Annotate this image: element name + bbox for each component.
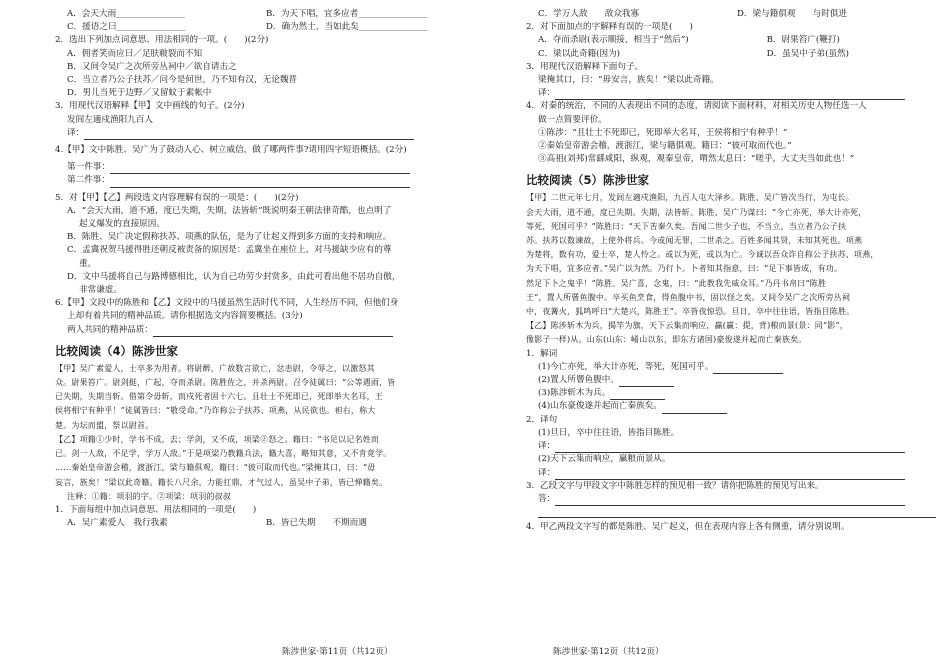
q2-option-d: D．男儿当死于边野／又留蚊于素帐中 [67,88,212,99]
s4-q2-options-row2 [526,48,936,61]
passage-line: 为楚将，数有功，爱士卒，楚人怜之。或以为死，或以为亡。今诚以吾众诈自称公子扶苏、项燕， [526,250,879,260]
s4-question-1: 1．下面每组中加点词意思、用法相同的一项是( ) [55,504,257,515]
translate-label: 译： [538,441,556,452]
answer-blank[interactable] [153,326,393,337]
q1-options-row2 [55,21,465,34]
answer-blank[interactable] [555,495,905,506]
left-column [55,8,465,530]
s4-question-2: 2．对下面加点的字解释有误的一项是( ) [526,22,693,33]
q2-option-c: C．当立者乃公子扶苏／问今是何世，乃不知有汉，无论魏晋 [67,75,298,86]
s5-question-3: 3．乙段文字与甲段文字中陈胜怎样的预见相一致？请你把陈胜的预见写出来。 [526,480,824,491]
answer-label: 答： [538,493,556,504]
q4-first-line[interactable] [55,161,465,174]
passage-line: 然足下卜之鬼乎！”陈胜、吴广喜，念鬼，曰：“此教我先威众耳。”乃丹书帛曰“陈胜 [526,278,827,288]
s4-q3-answer-line[interactable] [526,87,936,100]
passage-line: 已失期，失期当斩。借第令毋斩，而戍死者固十六七。且壮士不死即已，死即举大名耳，王 [55,392,383,402]
s4-q3-sentence: 梁掩其口，曰：“毋安言，族矣！”梁以此奇籍。 [538,75,719,86]
quote-item: ①陈涉：“且壮士不死即已，死即举大名耳，王侯将相宁有种乎！” [538,127,788,138]
section-4-title: 比较阅读（4）陈涉世家 [55,343,179,358]
answer-blank[interactable] [555,89,905,100]
option-d: D．虽吴中子弟(虽然) [766,48,849,59]
question-4: 4.【甲】文中陈胜、吴广为了鼓动人心、树立威信，做了哪两件事?请用四字短语概括。(2分) [55,145,407,156]
passage-note: 注释：①籍：项羽的字。②项梁：项羽的叔叔 [67,491,231,501]
passage-line: ……秦始皇帝游会稽，渡浙江，梁与籍俱观，籍曰：“彼可取而代也。”梁掩其口，曰：“毋 [55,463,376,473]
passage-line: 【甲】吴广素爱人，士卒多为用者。将尉醉，广故数言欲亡，忿恚尉，令辱之，以激怒其 [55,363,375,373]
item-text: (1)今亡亦死，举大计亦死，等死，死国可乎。 [538,361,714,372]
option-b: B．为天下唱，宜多应者________________ [266,9,428,19]
answer-blank[interactable] [84,129,414,140]
section-4-passage [55,362,465,504]
q5-option-cont: 重。 [79,258,97,269]
option-a: A．夺而杀尉(表示顺接，相当于“然后”) [538,35,689,46]
s4-question-4-cont: 做一点简要评价。 [538,114,607,125]
q2-option-b: B．又间令吴广之次所旁丛祠中／欲自请击之 [67,61,237,72]
s4-question-3: 3．用现代汉语解释下面句子。 [526,61,644,72]
quote-item: ②秦始皇帝游会稽，渡浙江，梁与籍俱观。籍曰：“彼可取而代也。” [538,141,792,152]
item-text: (3)陈涉斩木为兵。 [538,388,611,399]
s5-q1-item[interactable] [526,400,936,413]
s5-q2-item: (2)天下云集而响应，赢粮而景从。 [538,454,671,465]
answer-blank[interactable] [555,442,905,453]
s5-question-2: 2．译句 [526,414,558,425]
item-text: (4)山东豪俊遂并起而亡秦族矣。 [538,401,662,412]
option-b: B．皆已失期 不期而遇 [266,518,367,529]
answer-blank[interactable] [555,469,905,480]
s4-question-4: 4．对秦的统治，不同的人表现出不同的态度，请阅读下面材料，对相关历史人物任选一人 [526,101,867,112]
option-c: C．援语之曰________________ [67,22,186,33]
s5-q1-item[interactable] [526,387,936,400]
page-footer-left: 陈涉世家·第11页（共12页） [282,647,393,657]
section-5-passage [526,191,936,347]
passage-line: 【甲】二世元年七月，发闾左適戍渔阳，九百人屯大泽乡。陈胜、吴广皆次当行，为屯长。 [526,193,854,203]
question-6: 6.【甲】文段中的陈胜和【乙】文段中的马援虽然生活时代不同，人生经历不同，但他们身 [55,298,399,309]
s4-q1-options [55,517,465,530]
item-text: (2)置人所罾鱼腹中。 [538,375,619,386]
q4-second-line[interactable] [55,174,465,187]
s5-q2-item: (1)旦日，卒中往往语，皆指目陈胜。 [538,427,680,438]
translate-label: 译： [538,88,556,99]
passage-line: 苏。扶苏以数谏故，上使外将兵。今或闻无罪，二世杀之。百姓多闻其贤，未知其死也。项燕 [526,236,863,246]
passage-line: 楚。为坛而盟，祭以尉首。 [55,420,154,430]
s5-question-1: 1．解词 [526,348,558,359]
s4-q2-options-row1 [526,34,936,47]
s5-question-4: 4．甲乙两段文字写的都是陈胜、吴广起义，但在表现内容上各有侧重，请分别说明。 [526,522,850,533]
s4-q1-options-cont [526,8,936,21]
option-c: C．学万人敌 敌众我寡 [538,9,640,19]
passage-line: 众。尉果笞广。尉剑挺，广起，夺而杀尉。陈胜佐之，并杀两尉。召令徒属曰：“公等遇雨，皆 [55,378,396,388]
answer-blank[interactable] [662,403,727,414]
passage-line: 王”，置人所罾鱼腹中。卒买鱼烹食，得鱼腹中书，固以怪之矣。又间令吴广之次所旁丛祠 [526,292,851,302]
quality-label: 两人共同的精神品质： [67,324,153,335]
answer-blank[interactable] [538,506,936,518]
answer-blank[interactable] [110,163,410,174]
s5-q3-answer-line[interactable] [526,493,936,506]
passage-line: 已。剑一人敌，不足学，学万人敌。”于是项梁乃教籍兵法，籍大喜，略知其意，又不肯竟学。 [55,449,392,459]
right-column [526,8,936,534]
answer-blank[interactable] [619,376,674,387]
option-c: C．梁以此奇籍(因为) [538,48,621,59]
translate-label: 译： [67,127,85,138]
passage-line: 妄言，族矣！”梁以此奇籍。籍长八尺余，力能扛鼎，才气过人，虽吴中子弟，皆已惮籍矣。 [55,477,388,487]
question-6-cont: 上却有着共同的精神品质。请你根据选文内容简要概括。(3分) [67,311,303,322]
option-d: D．梁与籍俱观 与时俱进 [737,9,848,19]
option-a: A．会天大雨________________ [67,9,185,19]
s5-q2-answer-line[interactable] [526,440,936,453]
s5-q1-item[interactable] [526,374,936,387]
q6-answer-line[interactable] [55,324,465,337]
q5-option: C．孟冀祝贺马援得胜还朝反被责备的原因是：孟冀坐在座位上，对马援缺少应有的尊 [67,245,392,256]
q5-option: D．文中马援将自己与路博德相比，认为自己功劳少封赏多，由此可看出他不居功自傲， [67,271,401,282]
quote-item: ③高祖(刘邦)常繇咸阳，纵观，观秦皇帝，喟然太息曰：“嗟乎，大丈夫当如此也！” [538,154,855,165]
option-b: B．尉果笞广(鞭打) [766,35,840,46]
q3-answer-line[interactable] [55,127,465,140]
q1-options-row1 [55,8,465,21]
q5-option: A．“会天大雨，道不通，度已失期，失期，法皆斩”既说明秦王朝法律苛酷，也点明了 [67,205,392,216]
passage-line: 侯将相宁有种乎！”徒属皆曰：“敬受命。”乃诈称公子扶苏、项燕，从民欲也。袒右，称大 [55,406,376,416]
passage-line: 【乙】陈涉斩木为兵，揭竿为旗，天下云集而响应，赢(赢：提，背)粮而景(景：同“影”， [526,321,848,331]
option-d: D．确为然士，当如此矣________________ [266,22,428,33]
passage-line: 像影子一样)从。山东(山东：崤山以东，即东方诸国)豪俊遂并起而亡秦族矣。 [526,335,807,345]
first-event-label: 第一件事： [67,162,110,173]
q5-option-cont: 非常谦虚。 [79,285,122,296]
q2-option-a: A．佣者笑而应曰／足肤皲裂而不知 [67,48,203,59]
passage-line: 会天大雨，道不通，度已失期。失期，法皆斩。陈胜、吴广乃谋曰：“今亡亦死，举大计亦死， [526,207,867,217]
passage-line: 中，夜篝火，狐鸣呼曰“大楚兴，陈胜王”。卒皆夜惊恐。旦日，卒中往往语，皆指目陈胜。 [526,307,855,317]
question-3: 3．用现代汉语解释【甲】文中画线的句子。(2分) [55,101,245,112]
passage-line: 【乙】项籍①少时，学书不成，去；学剑，又不成，项梁②怒之。籍曰：“书足以记名姓而 [55,434,380,444]
translate-label: 译： [538,467,556,478]
answer-blank[interactable] [713,363,783,374]
q5-option-cont: 起义爆发的直接原因。 [79,219,165,230]
question-5: 5．对【甲】【乙】两段选文内容理解有误的一项是：( )(2分) [55,192,299,203]
section-5-title: 比较阅读（5）陈涉世家 [526,173,650,188]
passage-line: 等死，死国可乎？”陈胜曰：“天下苦秦久矣。吾闻二世少子也，不当立，当立者乃公子扶 [526,221,847,231]
q3-sentence: 发闾左適戍渔阳九百人 [67,114,153,125]
s5-q2-answer-line[interactable] [526,467,936,480]
s5-q1-item[interactable] [526,361,936,374]
second-event-label: 第二件事： [67,175,110,186]
answer-blank[interactable] [610,389,665,400]
q5-option: B．陈胜、吴广决定假称扶苏、项燕的队伍，是为了让起义得到多方面的支持和响应。 [67,232,392,243]
question-2: 2．选出下列加点词意思、用法相同的一项。( )(2分) [55,35,269,46]
option-a: A．吴广素爱人 我行我素 [67,518,168,529]
answer-blank[interactable] [110,177,410,188]
passage-line: 为天下唱，宜多应者。”吴广以为然。乃行卜。卜者知其指意，曰：“足下事皆成，有功。 [526,264,843,274]
page-footer-right: 陈涉世家·第12页（共12页） [553,647,664,657]
